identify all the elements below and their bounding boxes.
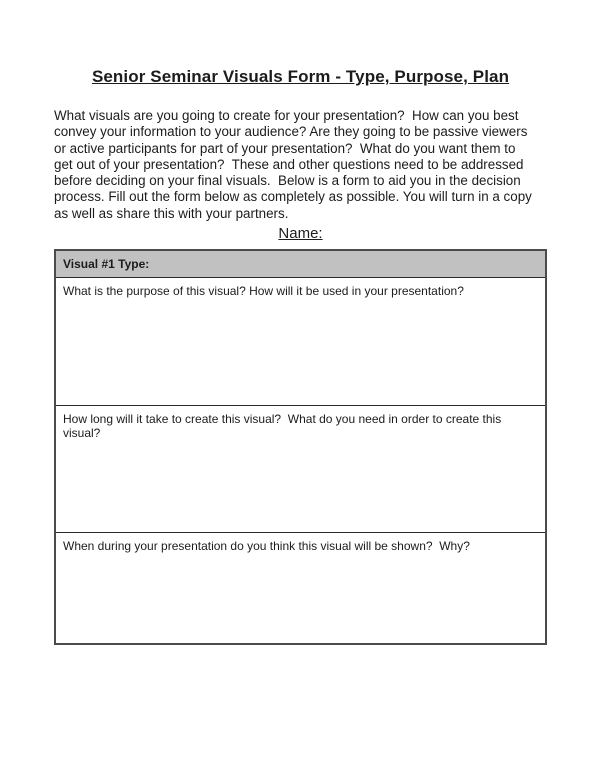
- answer-cell-purpose[interactable]: [55, 278, 546, 406]
- intro-line: get out of your presentation? These and other questions need to be addressed: [54, 156, 524, 172]
- visual-form-table: [54, 249, 547, 645]
- name-label: Name:: [278, 225, 323, 243]
- form-header-row: [55, 250, 546, 278]
- page-title: Senior Seminar Visuals Form - Type, Purpose, Plan: [91, 67, 510, 86]
- question-purpose: What is the purpose of this visual? How will it be used in your presentation?: [63, 284, 464, 299]
- question-when: When during your presentation do you think this visual will be shown? Why?: [63, 539, 470, 554]
- intro-line: What visuals are you going to create for your presentation? How can you best: [54, 108, 519, 123]
- answer-cell-when[interactable]: [55, 533, 546, 645]
- intro-line: process. Fill out the form below as completely as possible. You will turn in a copy: [54, 189, 532, 205]
- intro-line: or active participants for part of your presentation? What do you want them to: [54, 140, 516, 156]
- question-howlong: How long will it take to create this visual? What do you need in order to create this visual?: [63, 412, 505, 441]
- intro-line: before deciding on your final visuals. Below is a form to aid you in the decision: [54, 173, 521, 189]
- intro-line: as well as share this with your partners.: [54, 205, 289, 221]
- table-row: [55, 406, 546, 533]
- table-row: [55, 278, 546, 406]
- form-header-cell: Visual #1 Type:: [55, 250, 546, 278]
- answer-cell-howlong[interactable]: [55, 406, 546, 533]
- intro-paragraph: [54, 108, 547, 222]
- intro-line: convey your information to your audience? Are they going to be passive viewers: [54, 124, 528, 140]
- table-row: [55, 533, 546, 645]
